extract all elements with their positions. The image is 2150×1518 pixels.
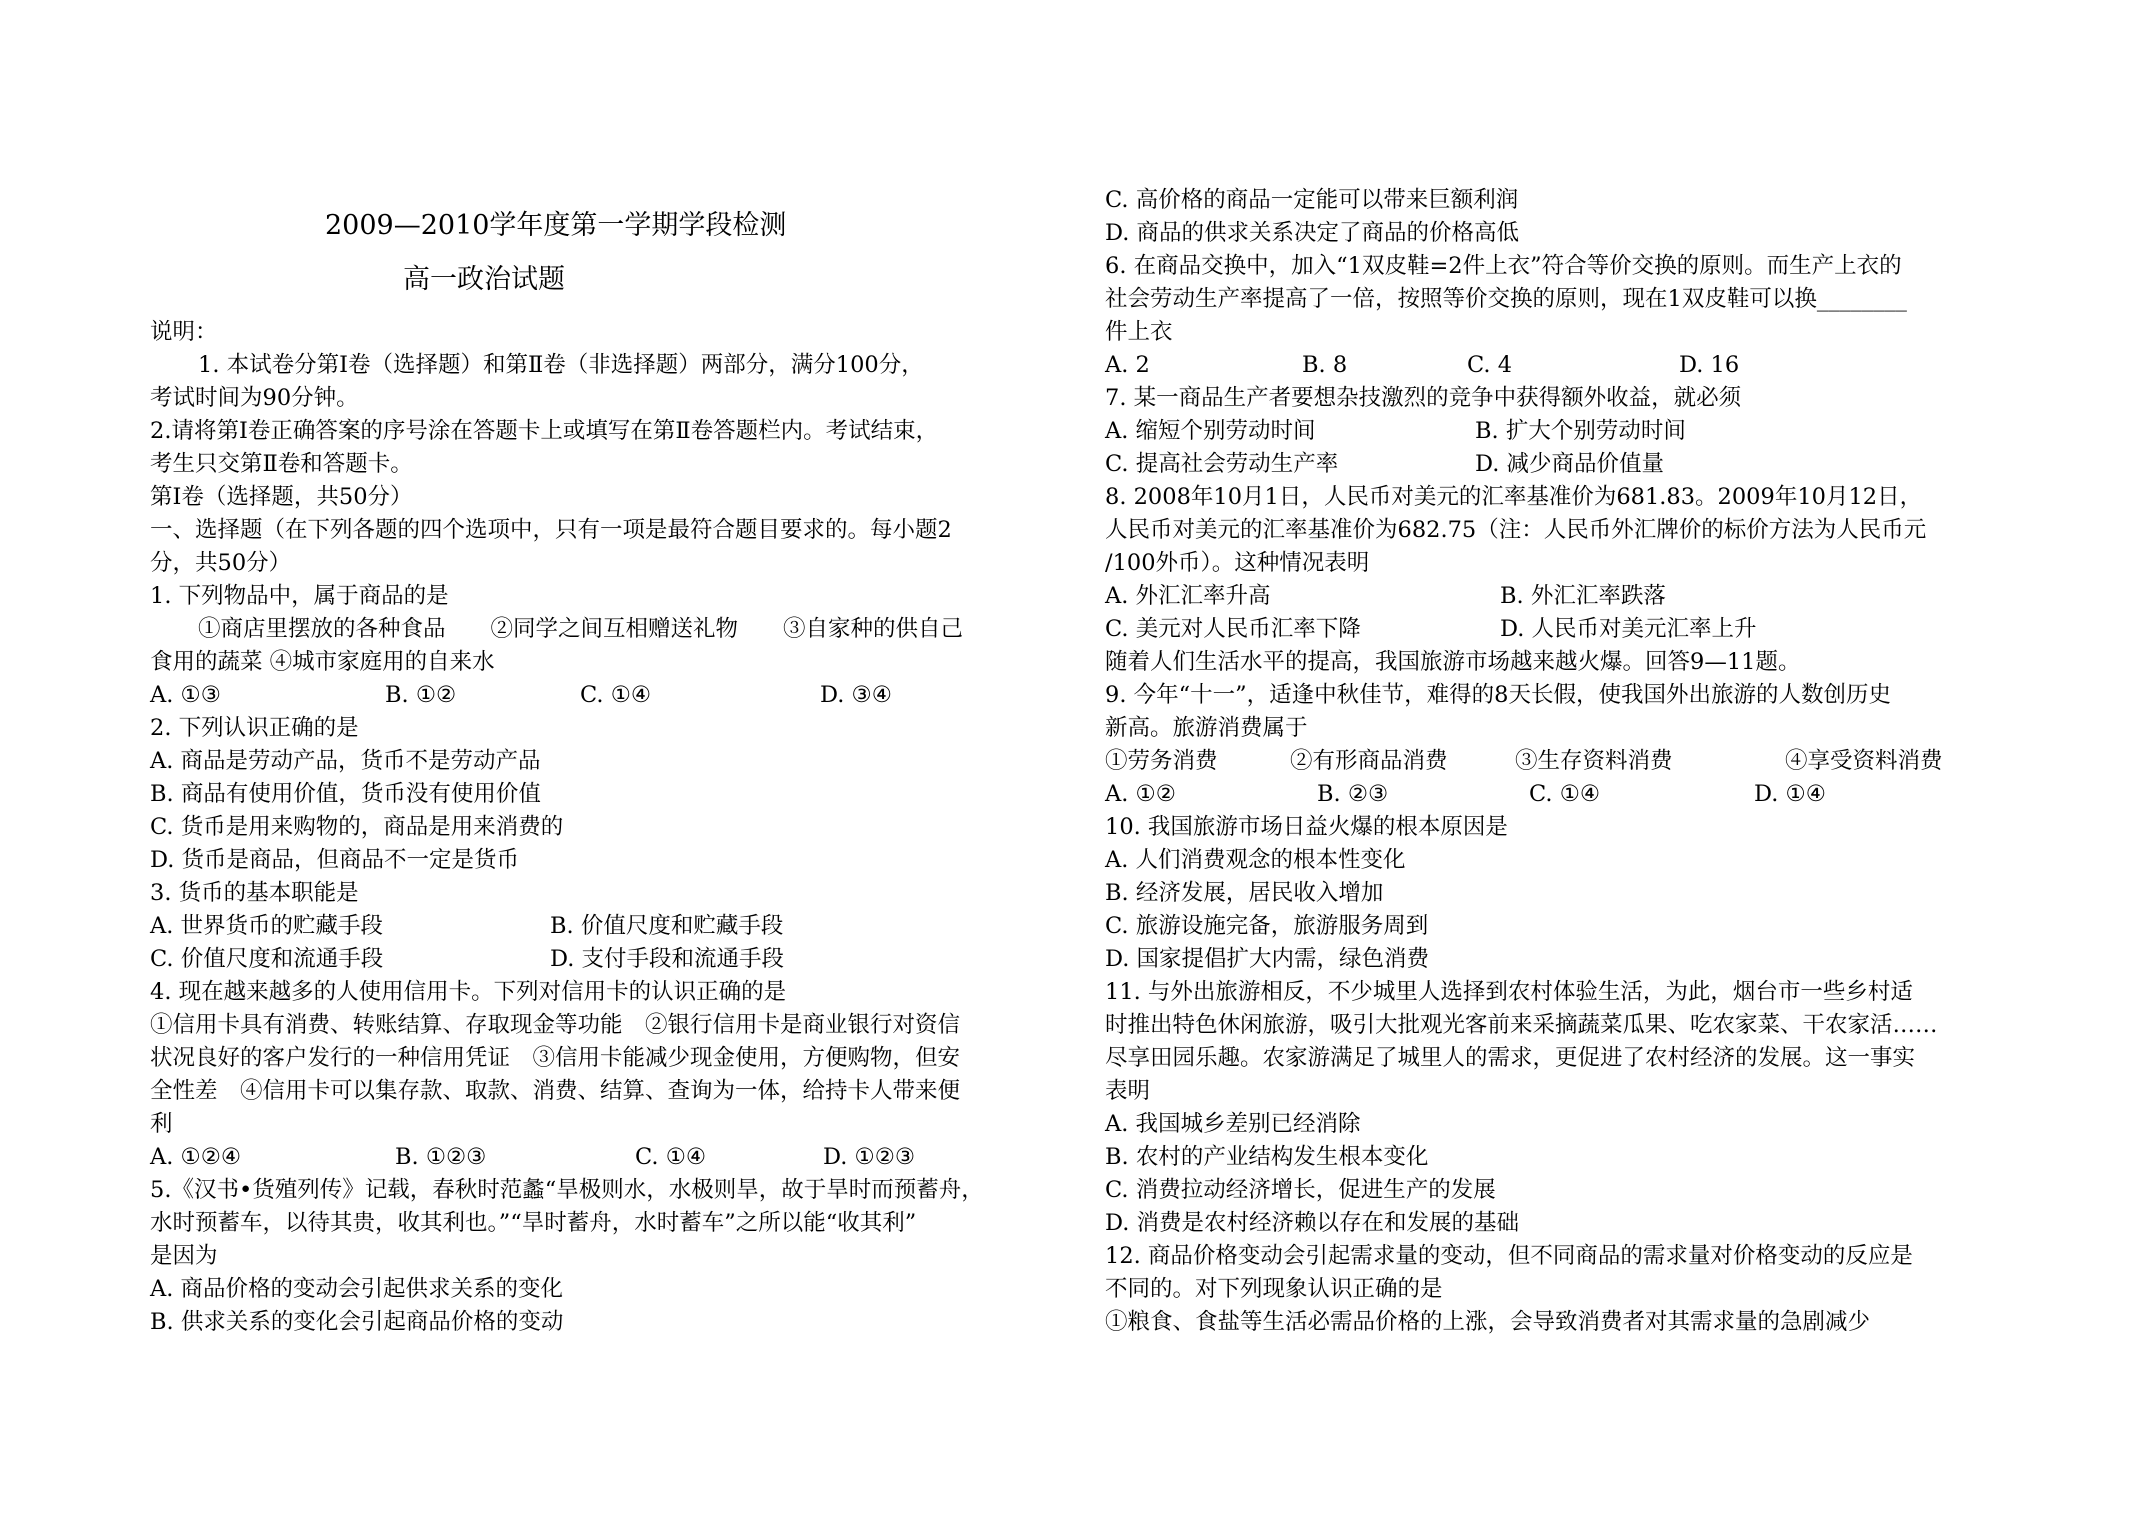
q4-items-line-1: ①信用卡具有消费、转账结算、存取现金等功能 ②银行信用卡是商业银行对资信 bbox=[150, 1012, 961, 1038]
instructions-heading: 说明： bbox=[150, 319, 218, 345]
q9-option-d: D. ①④ bbox=[1754, 781, 1826, 807]
q11-option-a: A. 我国城乡差别已经消除 bbox=[1105, 1111, 1361, 1137]
q1-options bbox=[150, 679, 1062, 712]
q10-stem: 10. 我国旅游市场日益火爆的根本原因是 bbox=[1105, 814, 1508, 840]
q7-option-b: B. 扩大个别劳动时间 bbox=[1475, 418, 1686, 444]
q9-option-b: B. ②③ bbox=[1317, 781, 1389, 807]
q9-options bbox=[1105, 778, 2015, 811]
q6-options bbox=[1105, 349, 2015, 382]
q7-options-row-2 bbox=[1105, 448, 2015, 481]
q11-option-c: C. 消费拉动经济增长，促进生产的发展 bbox=[1105, 1177, 1496, 1203]
q11-stem-line-4: 表明 bbox=[1105, 1078, 1151, 1104]
q6-option-d: D. 16 bbox=[1679, 352, 1740, 378]
q10-option-a: A. 人们消费观念的根本性变化 bbox=[1105, 847, 1406, 873]
q4-option-a: A. ①②④ bbox=[150, 1144, 242, 1170]
q5-option-b: B. 供求关系的变化会引起商品价格的变动 bbox=[150, 1309, 564, 1335]
q6-stem-line-1: 6. 在商品交换中，加入“1双皮鞋=2件上衣”符合等价交换的原则。而生产上衣的 bbox=[1105, 253, 1902, 279]
q3-option-b: B. 价值尺度和贮藏手段 bbox=[550, 913, 784, 939]
q5-stem-line-1: 5.《汉书•货殖列传》记载，春秋时范蠡“旱极则水，水极则旱，故于旱时而预蓄舟， bbox=[150, 1177, 984, 1203]
q7-option-d: D. 减少商品价值量 bbox=[1475, 451, 1665, 477]
q8-option-d: D. 人民币对美元汇率上升 bbox=[1500, 616, 1757, 642]
q12-stem-line-2: 不同的。对下列现象认识正确的是 bbox=[1105, 1276, 1443, 1302]
instruction-2-line-1: 2.请将第Ⅰ卷正确答案的序号涂在答题卡上或填写在第Ⅱ卷答题栏内。考试结束， bbox=[150, 418, 939, 444]
q1-items-line-2: 食用的蔬菜 ④城市家庭用的自来水 bbox=[150, 649, 495, 675]
q10-option-b: B. 经济发展，居民收入增加 bbox=[1105, 880, 1384, 906]
q2-option-b: B. 商品有使用价值，货币没有使用价值 bbox=[150, 781, 541, 807]
q11-stem-line-3: 尽享田园乐趣。农家游满足了城里人的需求，更促进了农村经济的发展。这一事实 bbox=[1105, 1045, 1916, 1071]
q12-item-line-1: ①粮食、食盐等生活必需品价格的上涨，会导致消费者对其需求量的急剧减少 bbox=[1105, 1309, 1871, 1335]
q1-option-b: B. ①② bbox=[385, 682, 457, 708]
q2-option-a: A. 商品是劳动产品，货币不是劳动产品 bbox=[150, 748, 541, 774]
q7-options-row-1 bbox=[1105, 415, 2015, 448]
q3-options-row-1 bbox=[150, 910, 1062, 943]
q12-stem-line-1: 12. 商品价格变动会引起需求量的变动，但不同商品的需求量对价格变动的反应是 bbox=[1105, 1243, 1913, 1269]
q10-option-c: C. 旅游设施完备，旅游服务周到 bbox=[1105, 913, 1429, 939]
q8-options-row-2 bbox=[1105, 613, 2015, 646]
q11-option-d: D. 消费是农村经济赖以存在和发展的基础 bbox=[1105, 1210, 1520, 1236]
q6-option-c: C. 4 bbox=[1467, 352, 1513, 378]
q6-option-b: B. 8 bbox=[1302, 352, 1348, 378]
q8-options-row-1 bbox=[1105, 580, 2015, 613]
instruction-1-line-1: 1. 本试卷分第Ⅰ卷（选择题）和第Ⅱ卷（非选择题）两部分，满分100分， bbox=[198, 352, 924, 378]
q9-item-1: ①劳务消费 bbox=[1105, 748, 1218, 774]
q8-stem-line-1: 8. 2008年10月1日，人民币对美元的汇率基准价为681.83。2009年10月12日， bbox=[1105, 484, 1923, 510]
q4-items-line-3: 全性差 ④信用卡可以集存款、取款、消费、结算、查询为一体，给持卡人带来便 bbox=[150, 1078, 961, 1104]
q6-option-a: A. 2 bbox=[1105, 352, 1150, 378]
q4-items-line-2: 状况良好的客户发行的一种信用凭证 ③信用卡能减少现金使用，方便购物，但安 bbox=[150, 1045, 961, 1071]
part-1-instructions-line-2: 分，共50分） bbox=[150, 550, 292, 576]
q9-option-c: C. ①④ bbox=[1529, 781, 1601, 807]
q2-option-c: C. 货币是用来购物的，商品是用来消费的 bbox=[150, 814, 564, 840]
q9-stem-line-2: 新高。旅游消费属于 bbox=[1105, 715, 1308, 741]
q3-option-c: C. 价值尺度和流通手段 bbox=[150, 946, 384, 972]
q4-option-c: C. ①④ bbox=[635, 1144, 707, 1170]
q2-stem: 2. 下列认识正确的是 bbox=[150, 715, 359, 741]
q4-items-line-4: 利 bbox=[150, 1111, 173, 1137]
q3-stem: 3. 货币的基本职能是 bbox=[150, 880, 359, 906]
q5-option-c: C. 高价格的商品一定能可以带来巨额利润 bbox=[1105, 187, 1519, 213]
instruction-1-line-2: 考试时间为90分钟。 bbox=[150, 385, 359, 411]
q5-stem-line-2: 水时预蓄车，以待其贵，收其利也。”“旱时蓄舟，水时蓄车”之所以能“收其利” bbox=[150, 1210, 917, 1236]
q11-option-b: B. 农村的产业结构发生根本变化 bbox=[1105, 1144, 1429, 1170]
q8-option-a: A. 外汇汇率升高 bbox=[1105, 583, 1271, 609]
exam-subtitle: 高一政治试题 bbox=[403, 264, 565, 295]
q8-option-c: C. 美元对人民币汇率下降 bbox=[1105, 616, 1361, 642]
q1-option-d: D. ③④ bbox=[820, 682, 892, 708]
q5-stem-line-3: 是因为 bbox=[150, 1243, 218, 1269]
q8-stem-line-2: 人民币对美元的汇率基准价为682.75（注：人民币外汇牌价的标价方法为人民币元 bbox=[1105, 517, 1927, 543]
q9-items bbox=[1105, 745, 2015, 778]
q3-option-a: A. 世界货币的贮藏手段 bbox=[150, 913, 384, 939]
q1-items-line-1: ①商店里摆放的各种食品 ②同学之间互相赠送礼物 ③自家种的供自己 bbox=[198, 616, 964, 642]
q10-option-d: D. 国家提倡扩大内需，绿色消费 bbox=[1105, 946, 1430, 972]
q8-stem-line-3: /100外币）。这种情况表明 bbox=[1105, 550, 1370, 576]
instruction-2-line-2: 考生只交第Ⅱ卷和答题卡。 bbox=[150, 451, 413, 477]
q5-option-d: D. 商品的供求关系决定了商品的价格高低 bbox=[1105, 220, 1520, 246]
q4-options bbox=[150, 1141, 1062, 1174]
q5-option-a: A. 商品价格的变动会引起供求关系的变化 bbox=[150, 1276, 564, 1302]
q4-stem: 4. 现在越来越多的人使用信用卡。下列对信用卡的认识正确的是 bbox=[150, 979, 787, 1005]
q7-option-a: A. 缩短个别劳动时间 bbox=[1105, 418, 1316, 444]
section-1-heading: 第Ⅰ卷（选择题，共50分） bbox=[150, 484, 413, 510]
q6-stem-line-3: 件上衣 bbox=[1105, 319, 1173, 345]
q1-option-a: A. ①③ bbox=[150, 682, 221, 708]
q7-stem: 7. 某一商品生产者要想杂技激烈的竞争中获得额外收益，就必须 bbox=[1105, 385, 1742, 411]
left-column bbox=[150, 196, 1062, 1339]
q11-stem-line-1: 11. 与外出旅游相反，不少城里人选择到农村体验生活，为此，烟台市一些乡村适 bbox=[1105, 979, 1913, 1005]
q3-option-d: D. 支付手段和流通手段 bbox=[550, 946, 785, 972]
q9-item-4: ④享受资料消费 bbox=[1785, 748, 1943, 774]
q9-11-intro: 随着人们生活水平的提高，我国旅游市场越来越火爆。回答9—11题。 bbox=[1105, 649, 1801, 675]
q11-stem-line-2: 时推出特色休闲旅游，吸引大批观光客前来采摘蔬菜瓜果、吃农家菜、干农家活…… bbox=[1105, 1012, 1938, 1038]
q1-option-c: C. ①④ bbox=[580, 682, 652, 708]
q9-item-2: ②有形商品消费 bbox=[1290, 748, 1448, 774]
q3-options-row-2 bbox=[150, 943, 1062, 976]
q1-stem: 1. 下列物品中，属于商品的是 bbox=[150, 583, 449, 609]
right-column bbox=[1105, 184, 2015, 1339]
q4-option-d: D. ①②③ bbox=[823, 1144, 916, 1170]
q4-option-b: B. ①②③ bbox=[395, 1144, 487, 1170]
q9-item-3: ③生存资料消费 bbox=[1515, 748, 1673, 774]
part-1-instructions-line-1: 一、选择题（在下列各题的四个选项中，只有一项是最符合题目要求的。每小题2 bbox=[150, 517, 952, 543]
q8-option-b: B. 外汇汇率跌落 bbox=[1500, 583, 1666, 609]
exam-title: 2009—2010学年度第一学期学段检测 bbox=[325, 210, 787, 241]
q7-option-c: C. 提高社会劳动生产率 bbox=[1105, 451, 1339, 477]
q9-option-a: A. ①② bbox=[1105, 781, 1176, 807]
q9-stem-line-1: 9. 今年“十一”，适逢中秋佳节，难得的8天长假，使我国外出旅游的人数创历史 bbox=[1105, 682, 1891, 708]
q6-stem-line-2: 社会劳动生产率提高了一倍，按照等价交换的原则，现在1双皮鞋可以换________ bbox=[1105, 286, 1907, 312]
q2-option-d: D. 货币是商品，但商品不一定是货币 bbox=[150, 847, 520, 873]
